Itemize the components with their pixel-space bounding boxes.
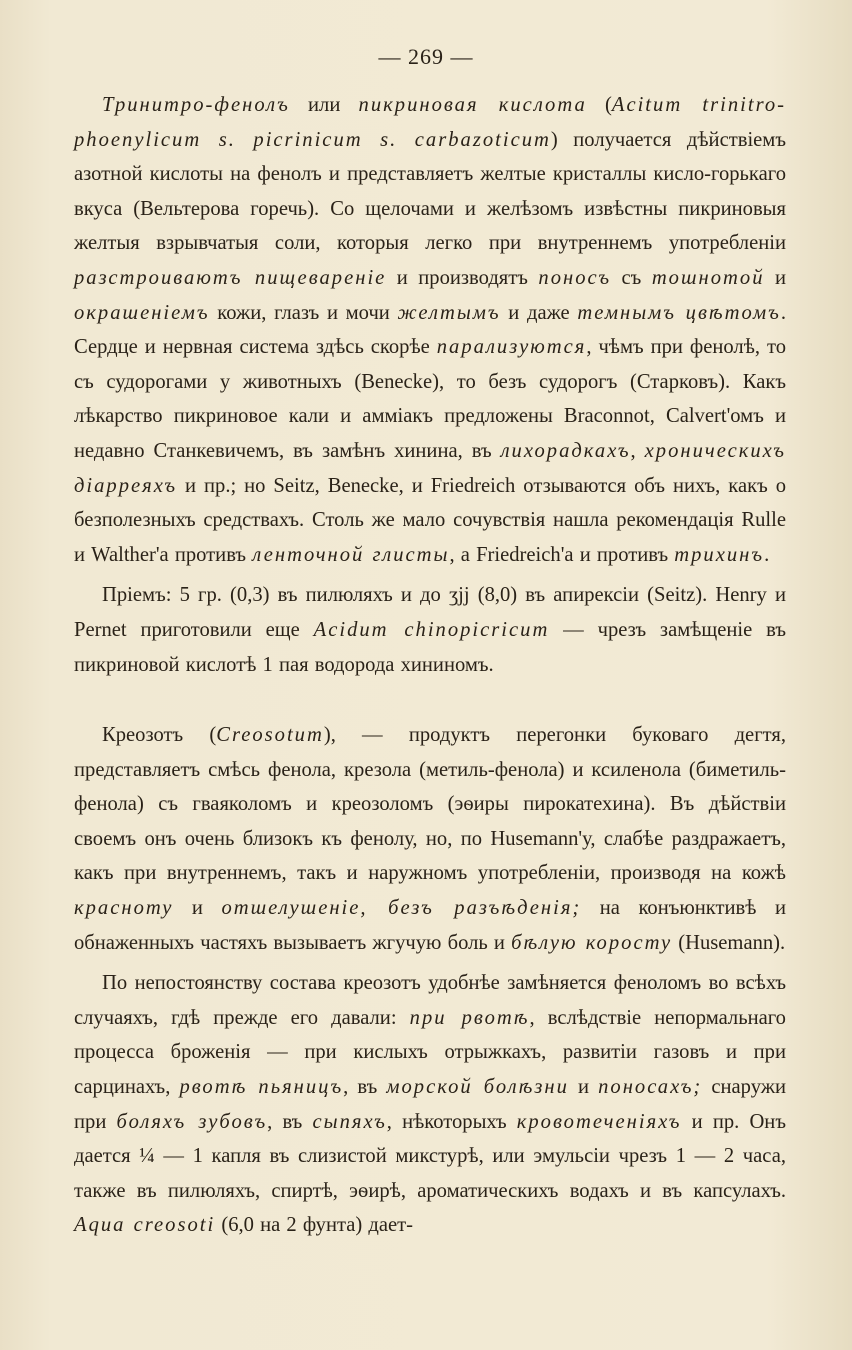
text-run: и пр. Онъ дается ¼ — 1 капля въ слизистой микстурѣ, или эмульсіи чрезъ 1 — 2 часа, также въ пилюляхъ, спиртѣ, эѳирѣ, ароматическихъ водахъ и въ капсулахъ. <box>74 1110 786 1202</box>
italic-term: Acidum chinopicricum <box>313 618 550 641</box>
text-run: или <box>289 94 359 116</box>
text-run: и даже <box>500 301 578 324</box>
text-run: на конъюнктивѣ и обнаженныхъ частяхъ вызываетъ жгучую боль и <box>74 897 787 954</box>
text-run: ) получается дѣйствіемъ азотной кислоты на фенолъ и представляетъ желтые кристаллы кисло-горькаго вкуса (Вельтерова горечь). Со щелочами и желѣзомъ извѣстны пикриновыя желтыя взрывчатыя соли, которыя легко при внутреннемъ употребленіи <box>74 128 786 255</box>
italic-term: ленточной глисты <box>252 543 450 566</box>
italic-term: темнымъ цвѣтомъ <box>577 301 781 324</box>
italic-term: Aqua creosoti <box>74 1214 216 1237</box>
italic-term: отшелушенiе, безъ разъѣденiя; <box>221 897 582 920</box>
italic-term: Acitum trinitro-phoenylicum s. picrinicum s. carbazoticum <box>74 94 786 151</box>
text-run: и пр.; но Seitz, Benecke, и Friedreich отзываются объ нихъ, какъ о безполезныхъ средствахъ. Столь же мало сочувствія нашла рекомендація Rulle и Walther'а противъ <box>74 474 786 566</box>
text-run: Креозотъ ( <box>102 724 217 747</box>
text-run: съ <box>611 266 652 289</box>
text-run: кожи, глазъ и мочи <box>209 301 398 324</box>
italic-term: боляхъ зубовъ <box>116 1110 268 1133</box>
text-run: и <box>173 897 222 920</box>
italic-term: краснoту <box>74 897 174 920</box>
italic-term: рвотѣ пьяницъ <box>179 1076 344 1099</box>
text-run: . <box>764 543 770 566</box>
text-run: По непостоянству состава креозотъ удобнѣе замѣняется феноломъ во всѣхъ случаяхъ, гдѣ прежде его давали: <box>74 972 786 1029</box>
paragraph-creosote <box>74 718 786 960</box>
page-number: — 269 — <box>378 44 474 69</box>
italic-term: трихинъ <box>674 543 765 566</box>
text-run: снаружи при <box>74 1076 786 1133</box>
italic-term: при рвотѣ <box>409 1006 530 1029</box>
italic-term: морской болѣзни <box>386 1076 569 1099</box>
paragraph-picric-acid <box>74 88 786 572</box>
text-run: , нѣкоторыхъ <box>386 1110 517 1133</box>
italic-term: хроническихъ діарреяхъ <box>74 439 786 497</box>
italic-term: Тринитро-фенолъ <box>102 94 290 116</box>
text-run: , въ <box>343 1076 387 1099</box>
text-run: , чѣмъ при фенолѣ, то съ судорогами у животныхъ (Benecke), то безъ судорогъ (Старковъ). Какъ лѣкарство пикриновое кали и амміакъ предложены Braconnot, Calvert'омъ и недавно Станкевичемъ, въ замѣнъ хинина, въ <box>74 336 787 462</box>
text-run: , а Friedreich'а и противъ <box>449 543 675 566</box>
italic-term: желтымъ <box>397 301 501 324</box>
italic-term: лихорадкахъ <box>500 439 631 462</box>
italic-term: кровотеченiяхъ <box>516 1110 682 1133</box>
italic-term: тошнотой <box>651 266 765 289</box>
text-run: . Сердце и нервная система здѣсь скорѣе <box>74 301 786 359</box>
text-run: (6,0 на 2 фунта) дает- <box>215 1214 414 1237</box>
text-run: Пріемъ: 5 гр. (0,3) въ пилюляхъ и до ʒjj (8,0) въ апирексіи (Seitz). Henry и Pernet приготовили еще <box>74 584 786 641</box>
paragraph-dosage <box>74 578 786 682</box>
text-run: , вслѣдствіе непормальнаго процесса броженія — при кислыхъ отрыжкахъ, развитіи газовъ и при сарцинахъ, <box>74 1006 786 1099</box>
text-run: ( <box>586 94 612 116</box>
italic-term: парализуются <box>436 336 587 359</box>
italic-term: окрашенiемъ <box>74 301 210 324</box>
italic-term: пикриновая кислота <box>358 94 587 116</box>
italic-term: разстроиваютъ пищеваренiе <box>74 266 387 289</box>
italic-term: сыпяхъ <box>312 1110 387 1133</box>
italic-term: Creosotum <box>216 724 324 747</box>
body-text <box>74 88 786 1243</box>
text-run: , <box>630 439 645 462</box>
text-run: (Husemann). <box>672 931 786 954</box>
text-run: и производятъ <box>386 266 539 289</box>
text-run: ), — продуктъ перегонки буковаго дегтя, представляетъ смѣсь фенола, крезола (метиль-фенола) и ксиленола (биметиль-фенола) съ гваяколомъ и креозоломъ (эѳиры пирокатехина). Въ дѣйствіи своемъ онъ очень близокъ къ фенолу, но, по Husemann'у, слабѣе раздражаетъ, какъ при внутреннемъ, такъ и наружномъ употребленіи, производя на кожѣ <box>74 724 786 885</box>
italic-term: бѣлую коросту <box>511 931 673 954</box>
italic-term: поносахъ; <box>598 1076 703 1099</box>
text-run: и <box>568 1076 599 1099</box>
italic-term: поносъ <box>538 266 612 289</box>
text-run: , въ <box>267 1110 313 1133</box>
text-run: и <box>764 266 787 289</box>
paragraph-creosote-use <box>74 966 786 1243</box>
text-run: — чрезъ замѣщеніе въ пикриновой кислотѣ 1 пая водорода хининомъ. <box>74 618 786 676</box>
